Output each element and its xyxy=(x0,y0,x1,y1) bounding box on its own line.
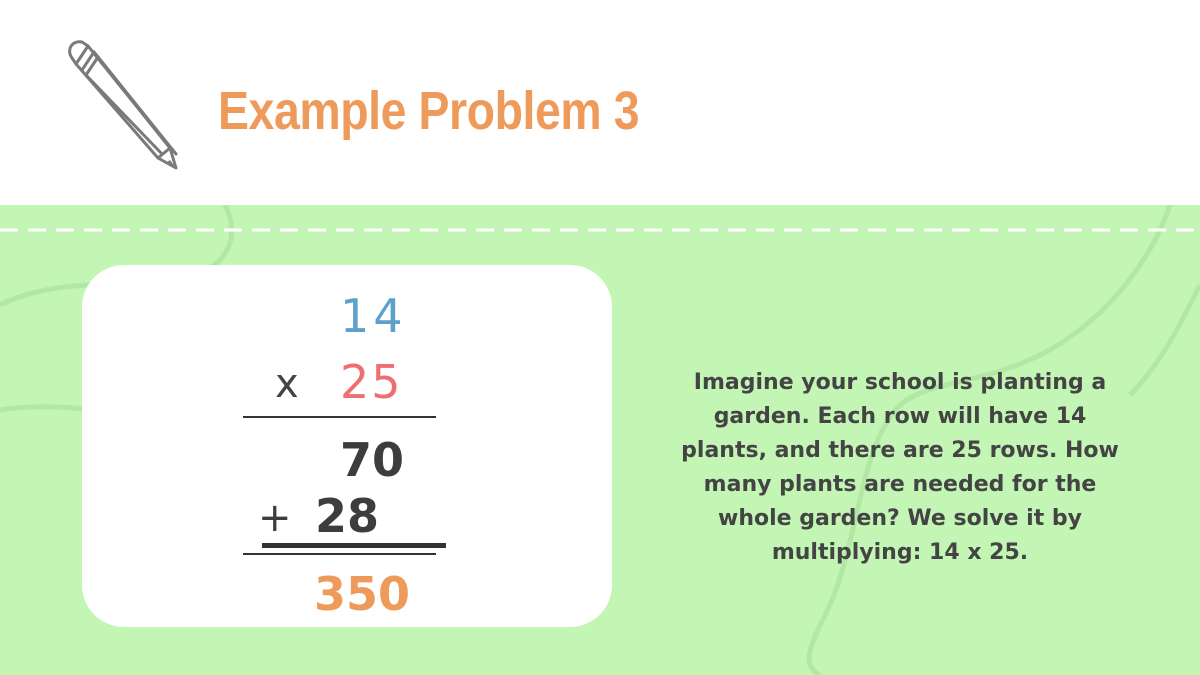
result: 350 xyxy=(314,567,411,621)
add-symbol: + xyxy=(258,495,292,541)
pencil-icon xyxy=(58,36,188,172)
multiplicand: 14 xyxy=(340,289,407,343)
page-title: Example Problem 3 xyxy=(218,81,640,141)
divider-line xyxy=(243,416,436,418)
problem-description: Imagine your school is planting a garden. Each row will have 14 plants, and there are 25 rows. How many plants are needed for the whole garden? We solve it by multiplying: 14 x 25. xyxy=(681,370,1119,565)
partial-product-2: 28 xyxy=(315,489,380,543)
multiply-symbol: x xyxy=(275,361,299,407)
multiplier: 25 xyxy=(340,355,403,409)
partial-product-1: 70 xyxy=(340,433,405,487)
slide-header xyxy=(0,0,1200,205)
divider-line xyxy=(243,553,436,555)
divider-line xyxy=(262,543,446,548)
